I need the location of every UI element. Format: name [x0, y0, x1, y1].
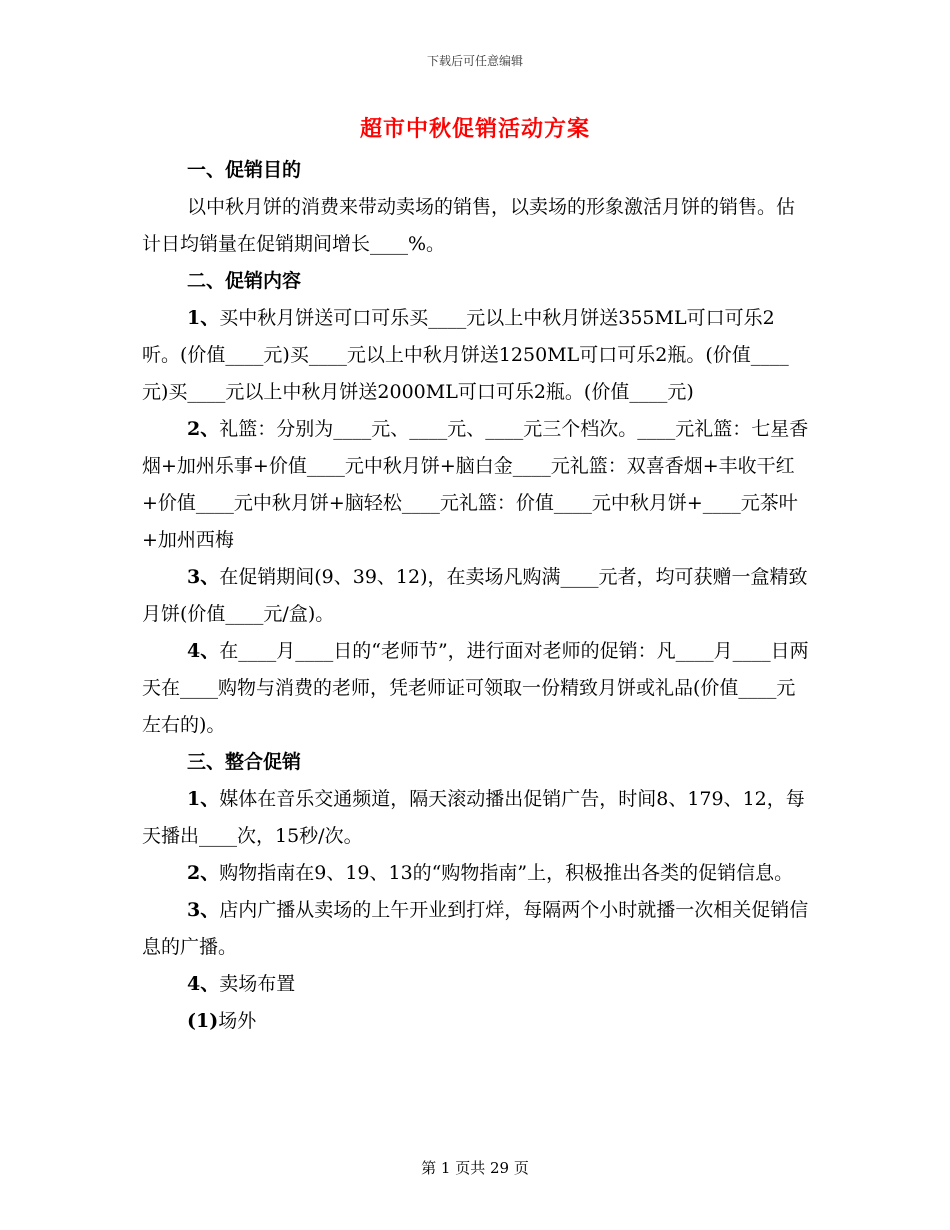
item-text: 买中秋月饼送可口可乐买____元以上中秋月饼送355ML可口可乐2听。(价值____元)买____元以上中秋月饼送1250ML可口可乐2瓶。(价值____元)买____元以上中秋月饼送2000ML可口可乐2瓶。(价值____元) — [142, 307, 789, 403]
item-number: (1) — [187, 1010, 219, 1032]
list-item-shopping-guide — [142, 855, 810, 892]
item-text: 店内广播从卖场的上午开业到打烊，每隔两个小时就播一次相关促销信息的广播。 — [142, 899, 809, 958]
item-text: 卖场布置 — [219, 973, 296, 995]
item-text: 在促销期间(9、39、12)，在卖场凡购满____元者，均可获赠一盒精致月饼(价值____元/盒)。 — [142, 566, 808, 625]
item-number: 2、 — [187, 862, 220, 884]
item-text: 礼篮：分别为____元、____元、____元三个档次。____元礼篮：七星香烟+加州乐事+价值____元中秋月饼+脑白金____元礼篮：双喜香烟+丰收干红+价值____元中秋月饼+脑轻松____元礼篮：价值____元中秋月饼+____元茶叶+加州西梅 — [142, 418, 809, 551]
list-item-teachers-day — [142, 633, 810, 744]
list-item-broadcast — [142, 892, 810, 966]
paragraph-objective: 以中秋月饼的消费来带动卖场的销售，以卖场的形象激活月饼的销售。估计日均销量在促销期间增长____%。 — [142, 196, 796, 255]
item-text: 场外 — [218, 1010, 257, 1032]
page-header: 下载后可任意编辑 — [426, 54, 523, 68]
item-text: 在____月____日的“老师节”，进行面对老师的促销：凡____月____日两天在____购物与消费的老师，凭老师证可领取一份精致月饼或礼品(价值____元左右的)。 — [142, 640, 809, 736]
item-number: 1、 — [187, 307, 220, 329]
section-heading-objective: 一、促销目的 — [187, 159, 302, 181]
item-number: 3、 — [187, 899, 220, 921]
item-number: 1、 — [187, 788, 220, 810]
section-heading-content: 二、促销内容 — [187, 270, 302, 292]
item-number: 2、 — [187, 418, 220, 440]
list-item-store-layout — [142, 966, 810, 1003]
document-title: 超市中秋促销活动方案 — [359, 116, 590, 142]
section-heading-integration: 三、整合促销 — [187, 751, 302, 773]
item-number: 4、 — [187, 973, 220, 995]
list-item-purchase-gift — [142, 559, 810, 633]
list-item-media — [142, 781, 810, 855]
page-footer: 第 1 页共 29 页 — [421, 1159, 529, 1177]
document-body — [142, 152, 810, 1040]
list-subitem-outdoor — [142, 1003, 810, 1040]
list-item-cola-gift — [142, 300, 810, 411]
item-text: 媒体在音乐交通频道，隔天滚动播出促销广告，时间8、179、12，每天播出____次，15秒/次。 — [142, 788, 805, 847]
list-item-gift-basket — [142, 411, 810, 559]
item-number: 4、 — [187, 640, 220, 662]
item-text: 购物指南在9、19、13的“购物指南”上，积极推出各类的促销信息。 — [219, 862, 794, 884]
item-number: 3、 — [187, 566, 220, 588]
